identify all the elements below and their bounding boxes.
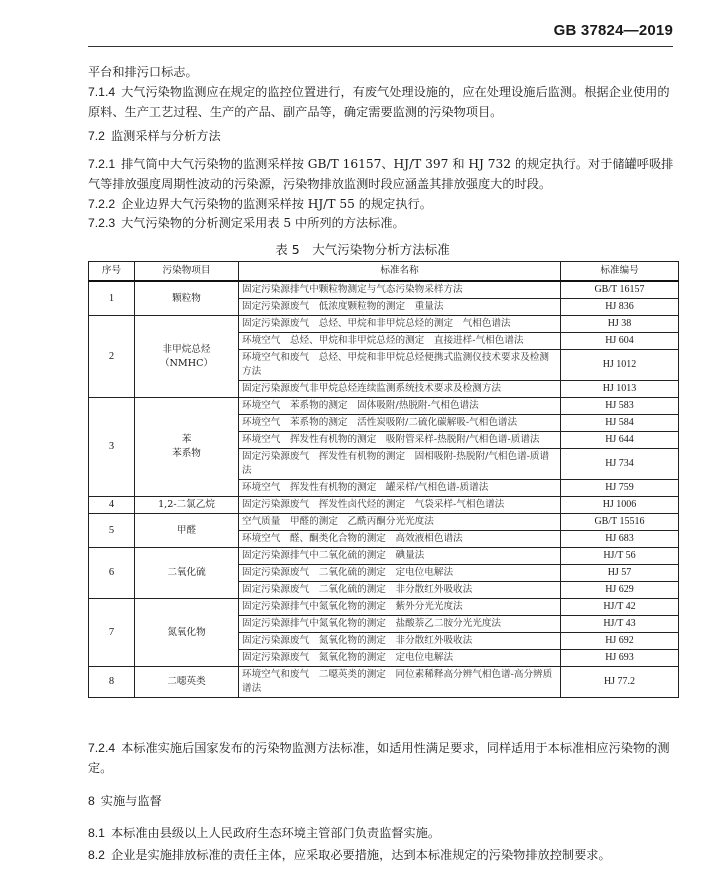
cell-standard-name: 固定污染源废气 低浓度颗粒物的测定 重量法 — [239, 299, 561, 316]
clause-7-2-2 — [88, 194, 680, 214]
cell-standard-code: HJ 629 — [561, 582, 679, 599]
cell-seq: 1 — [89, 281, 135, 316]
clause-text: 本标准实施后国家发布的污染物监测方法标准，如适用性满足要求，同样适用于本标准相应污染物的测定。 — [88, 741, 670, 775]
pollutant-name: 1,2-二氯乙烷 — [158, 499, 215, 510]
cell-standard-code: HJ 734 — [561, 449, 679, 480]
cell-standard-name: 环境空气 挥发性有机物的测定 罐采样/气相色谱-质谱法 — [239, 480, 561, 497]
cell-seq: 7 — [89, 599, 135, 667]
cell-standard-code: HJ/T 42 — [561, 599, 679, 616]
table-row — [89, 599, 679, 616]
clause-8-2 — [88, 845, 680, 865]
cell-standard-code: HJ 1012 — [561, 350, 679, 381]
clause-text: 大气污染物的分析测定采用表 5 中所列的方法标准。 — [121, 216, 405, 230]
section-title: 实施与监督 — [100, 794, 162, 808]
section-number: 8 — [88, 794, 95, 808]
pollutant-name: 二噁英类 — [167, 676, 206, 687]
cell-seq: 3 — [89, 398, 135, 497]
pollutant-name: 甲醛 — [176, 524, 197, 536]
clause-7-2-1 — [88, 154, 680, 194]
cell-standard-name: 固定污染源废气 二氧化硫的测定 非分散红外吸收法 — [239, 582, 561, 599]
cell-pollutant — [135, 599, 239, 667]
cell-standard-name: 环境空气和废气 总烃、甲烷和非甲烷总烃便携式监测仪技术要求及检测方法 — [239, 350, 561, 381]
cell-pollutant — [135, 398, 239, 497]
cell-seq: 4 — [89, 497, 135, 514]
analysis-method-table — [88, 261, 679, 698]
pollutant-name: 苯 — [181, 434, 192, 445]
cell-standard-name: 固定污染源废气 氮氧化物的测定 定电位电解法 — [239, 650, 561, 667]
cell-standard-code: HJ 57 — [561, 565, 679, 582]
clause-number: 8.1 — [88, 826, 105, 840]
header-seq: 序号 — [89, 262, 135, 282]
cell-standard-code: GB/T 16157 — [561, 281, 679, 299]
cell-standard-code: HJ 584 — [561, 415, 679, 432]
cell-standard-name: 环境空气 苯系物的测定 固体吸附/热脱附-气相色谱法 — [239, 398, 561, 415]
clause-7-2-4 — [88, 738, 680, 778]
table-caption: 表 5 大气污染物分析方法标准 — [275, 242, 450, 257]
cell-standard-code: HJ 693 — [561, 650, 679, 667]
cell-standard-code: HJ/T 56 — [561, 548, 679, 565]
clause-text: 企业边界大气污染物的监测采样按 HJ/T 55 的规定执行。 — [121, 197, 432, 211]
table-row — [89, 497, 679, 514]
table-row — [89, 667, 679, 698]
cell-standard-name: 环境空气和废气 二噁英类的测定 同位素稀释高分辨气相色谱-高分辨质谱法 — [239, 667, 561, 698]
section-7-2-heading — [88, 126, 680, 146]
cell-standard-code: HJ 604 — [561, 333, 679, 350]
cell-standard-name: 空气质量 甲醛的测定 乙酰丙酮分光光度法 — [239, 514, 561, 531]
table-body — [89, 281, 679, 698]
cell-seq: 5 — [89, 514, 135, 548]
cell-standard-code: HJ 836 — [561, 299, 679, 316]
cell-standard-code: HJ 77.2 — [561, 667, 679, 698]
header-code: 标准编号 — [561, 262, 679, 282]
table-row — [89, 398, 679, 415]
section-8-heading — [88, 791, 680, 811]
cell-standard-name: 固定污染源废气非甲烷总烃连续监测系统技术要求及检测方法 — [239, 381, 561, 398]
pollutant-name-line2: （NMHC） — [159, 357, 214, 369]
table-header-row — [89, 262, 679, 282]
cell-standard-code: GB/T 15516 — [561, 514, 679, 531]
pollutant-name: 颗粒物 — [172, 292, 201, 304]
clause-number: 7.1.4 — [88, 85, 116, 99]
cell-standard-code: HJ/T 43 — [561, 616, 679, 633]
cell-standard-name: 固定污染源排气中颗粒物测定与气态污染物采样方法 — [239, 281, 561, 299]
cell-standard-code: HJ 692 — [561, 633, 679, 650]
cell-standard-name: 固定污染源排气中二氧化硫的测定 碘量法 — [239, 548, 561, 565]
clause-text: 大气污染物监测应在规定的监控位置进行，有废气处理设施的，应在处理设施后监测。根据企业使用的原料、生产工艺过程、生产的产品、副产品等，确定需要监测的污染物项目。 — [88, 85, 670, 119]
cell-standard-name: 固定污染源废气 二氧化硫的测定 定电位电解法 — [239, 565, 561, 582]
cell-seq: 2 — [89, 316, 135, 398]
clause-8-1 — [88, 823, 680, 843]
cell-standard-name: 环境空气 总烃、甲烷和非甲烷总烃的测定 直接进样-气相色谱法 — [239, 333, 561, 350]
standard-id-header: GB 37824—2019 — [553, 22, 673, 39]
pollutant-name-line2: 苯系物 — [172, 448, 201, 459]
clause-7-2-3 — [88, 213, 680, 233]
cell-standard-code: HJ 759 — [561, 480, 679, 497]
cell-pollutant — [135, 497, 239, 514]
clause-text: 排气筒中大气污染物的监测采样按 GB/T 16157、HJ/T 397 和 HJ 732 的规定执行。对于储罐呼吸排气等排放强度周期性波动的污染源，污染物排放监测时段应涵盖其排放强度大的时段。 — [88, 157, 674, 191]
cell-pollutant — [135, 281, 239, 316]
cell-standard-name: 固定污染源排气中氮氧化物的测定 盐酸萘乙二胺分光光度法 — [239, 616, 561, 633]
clause-number: 8.2 — [88, 848, 105, 862]
table-row — [89, 281, 679, 299]
cell-standard-name: 环境空气 挥发性有机物的测定 吸附管采样-热脱附/气相色谱-质谱法 — [239, 432, 561, 449]
pollutant-name: 非甲烷总烃 — [162, 343, 211, 355]
cell-standard-code: HJ 38 — [561, 316, 679, 333]
cell-pollutant — [135, 316, 239, 398]
section-number: 7.2 — [88, 129, 105, 143]
clause-number: 7.2.1 — [88, 157, 116, 171]
cell-seq: 6 — [89, 548, 135, 599]
header-rule — [88, 46, 673, 47]
cell-standard-code: HJ 583 — [561, 398, 679, 415]
clause-text: 企业是实施排放标准的责任主体，应采取必要措施，达到本标准规定的污染物排放控制要求。 — [110, 848, 611, 862]
cell-standard-name: 环境空气 醛、酮类化合物的测定 高效液相色谱法 — [239, 531, 561, 548]
table-row — [89, 316, 679, 333]
clause-text: 本标准由县级以上人民政府生态环境主管部门负责监督实施。 — [110, 826, 441, 840]
cell-standard-name: 固定污染源废气 总烃、甲烷和非甲烷总烃的测定 气相色谱法 — [239, 316, 561, 333]
cell-standard-name: 环境空气 苯系物的测定 活性炭吸附/二硫化碳解吸-气相色谱法 — [239, 415, 561, 432]
cell-pollutant — [135, 514, 239, 548]
clause-7-1-4 — [88, 82, 680, 122]
clause-number: 7.2.4 — [88, 741, 116, 755]
cell-standard-name: 固定污染源废气 挥发性有机物的测定 固相吸附-热脱附/气相色谱-质谱法 — [239, 449, 561, 480]
cell-standard-name: 固定污染源排气中氮氧化物的测定 紫外分光光度法 — [239, 599, 561, 616]
intro-line: 平台和排污口标志。 — [88, 65, 198, 79]
cell-seq: 8 — [89, 667, 135, 698]
cell-standard-code: HJ 683 — [561, 531, 679, 548]
header-name: 标准名称 — [239, 262, 561, 282]
clause-number: 7.2.3 — [88, 216, 116, 230]
header-item: 污染物项目 — [135, 262, 239, 282]
cell-standard-code: HJ 644 — [561, 432, 679, 449]
clause-number: 7.2.2 — [88, 197, 116, 211]
cell-standard-code: HJ 1013 — [561, 381, 679, 398]
section-title: 监测采样与分析方法 — [110, 129, 221, 143]
cell-standard-name: 固定污染源废气 挥发性卤代烃的测定 气袋采样-气相色谱法 — [239, 497, 561, 514]
cell-pollutant — [135, 667, 239, 698]
cell-standard-code: HJ 1006 — [561, 497, 679, 514]
cell-pollutant — [135, 548, 239, 599]
cell-standard-name: 固定污染源废气 氮氧化物的测定 非分散红外吸收法 — [239, 633, 561, 650]
pollutant-name: 氮氧化物 — [167, 626, 206, 638]
table-row — [89, 514, 679, 531]
pollutant-name: 二氧化硫 — [167, 567, 206, 578]
table-row — [89, 548, 679, 565]
